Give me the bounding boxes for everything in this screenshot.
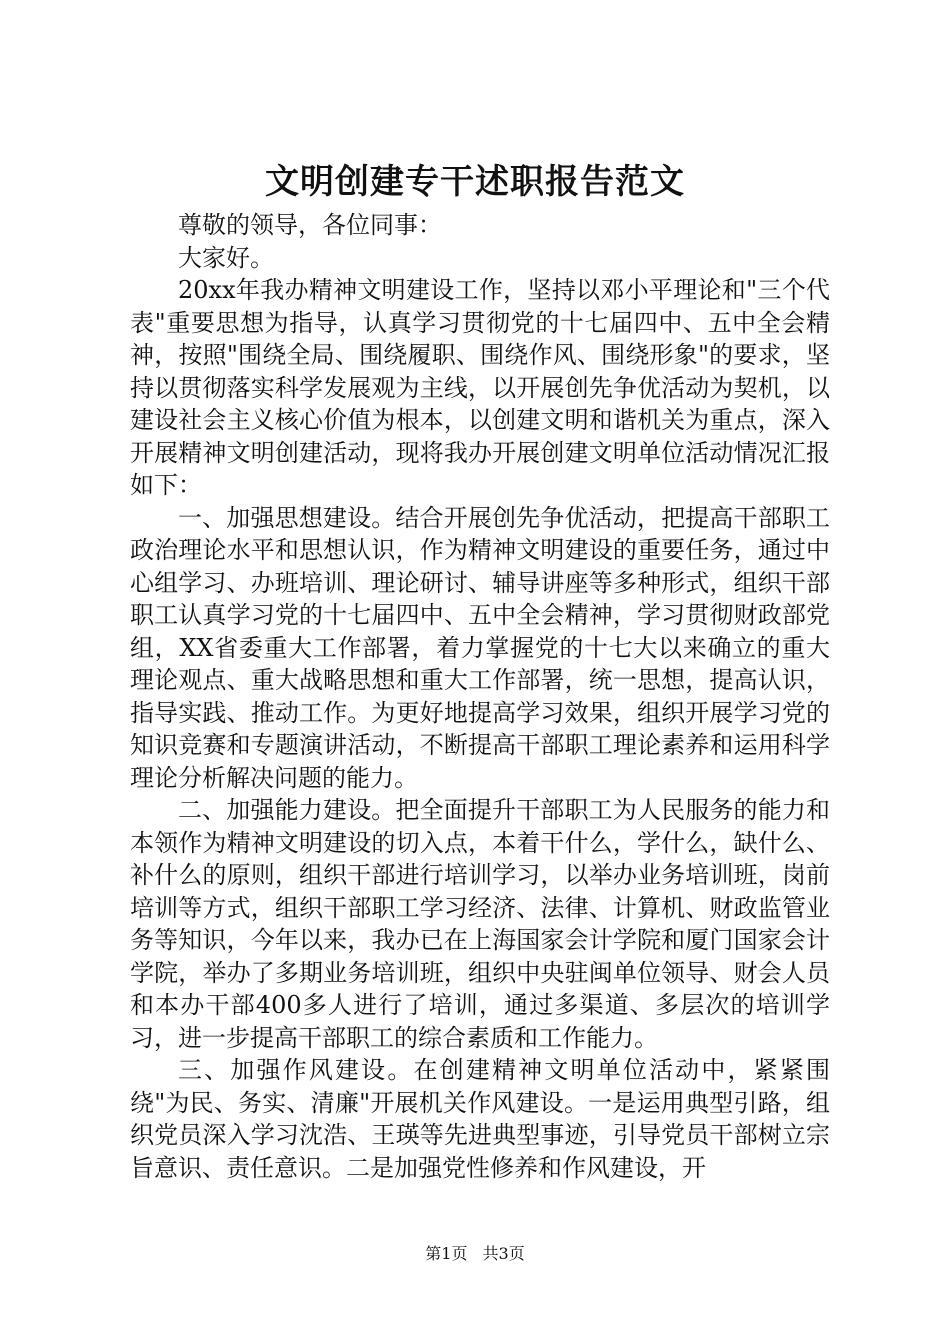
document-title: 文明创建专干述职报告范文 xyxy=(265,162,685,202)
salutation: 尊敬的领导，各位同事： xyxy=(178,211,442,239)
intro-paragraph: 20xx年我办精神文明建设工作，坚持以邓小平理论和"三个代表"重要思想为指导，认真学习贯彻党的十七届四中、五中全会精神，按照"围绕全局、围绕履职、围绕作风、围绕形象"的要求，坚持以贯彻落实科学发展观为主线，以开展创先争优活动为契机，以建设社会主义核心价值为根本，以创建文明和谐机关为重点，深入开展精神文明创建活动，现将我办开展创建文明单位活动情况汇报如下： xyxy=(130,276,830,499)
page-number: 第1页 xyxy=(425,1244,468,1263)
section-2-paragraph: 二、加强能力建设。把全面提升干部职工为人民服务的能力和本领作为精神文明建设的切入点，本着干什么，学什么，缺什么、补什么的原则，组织干部进行培训学习，以举办业务培训班，岗前培训等方式，组织干部职工学习经济、法律、计算机、财政监管业务等知识，今年以来，我办已在上海国家会计学院和厦门国家会计学院，举办了多期业务培训班，组织中央驻闽单位领导、财会人员和本办干部400多人进行了培训，通过多渠道、多层次的培训学习，进一步提高干部职工的综合素质和工作能力。 xyxy=(130,796,830,1052)
document-body xyxy=(130,209,830,1184)
section-3-paragraph: 三、加强作风建设。在创建精神文明单位活动中，紧紧围绕"为民、务实、清廉"开展机关作风建设。一是运用典型引路，组织党员深入学习沈浩、王瑛等先进典型事迹，引导党员干部树立宗旨意识、责任意识。二是加强党性修养和作风建设，开 xyxy=(130,1056,830,1182)
section-1-paragraph: 一、加强思想建设。结合开展创先争优活动，把提高干部职工政治理论水平和思想认识，作为精神文明建设的重要任务，通过中心组学习、办班培训、理论研讨、辅导讲座等多种形式，组织干部职工认真学习党的十七届四中、五中全会精神，学习贯彻财政部党组，XX省委重大工作部署，着力掌握党的十七大以来确立的重大理论观点、重大战略思想和重大工作部署，统一思想，提高认识，指导实践、推动工作。为更好地提高学习效果，组织开展学习党的知识竞赛和专题演讲活动，不断提高干部职工理论素养和运用科学理论分析解决问题的能力。 xyxy=(130,503,830,792)
page-footer xyxy=(0,1244,950,1264)
greeting: 大家好。 xyxy=(178,243,274,272)
page-total: 共3页 xyxy=(482,1244,525,1263)
